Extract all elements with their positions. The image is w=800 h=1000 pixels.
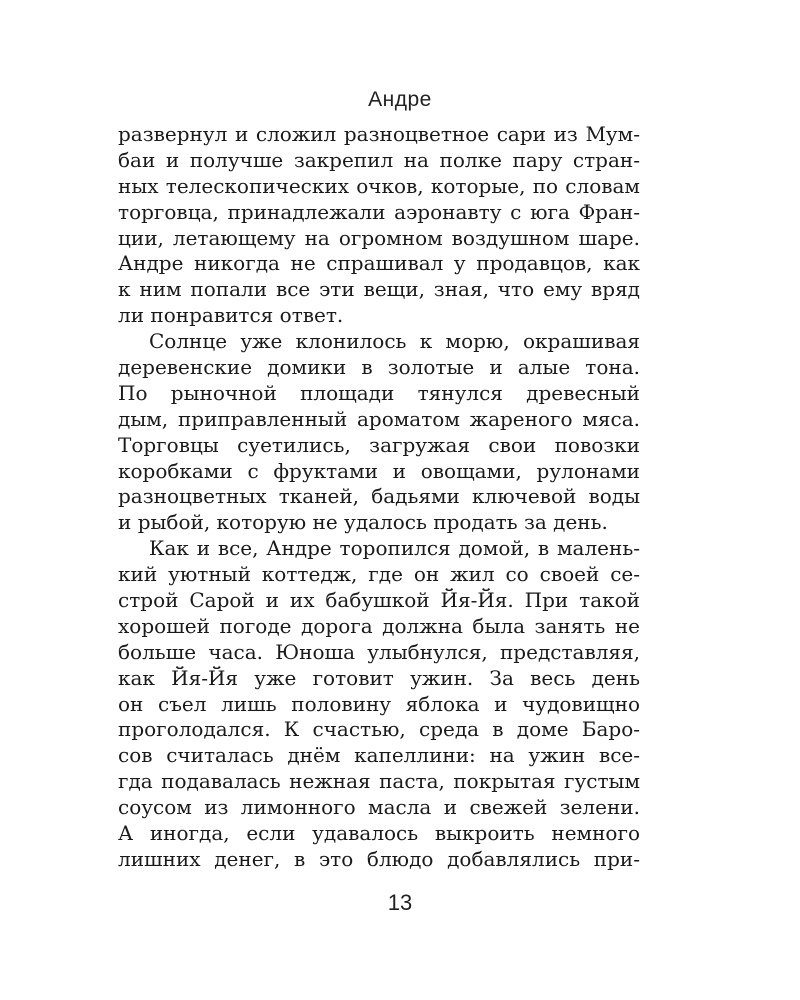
text-line: развернул и сложил разноцветное сари из Мум- [118,122,640,146]
text-line: к ним попали все эти вещи, зная, что ему вряд [118,277,640,302]
text-line: хорошей погоде дорога должна была занять не [118,613,640,638]
text-line: сов считалась днём капеллини: на ужин все- [118,743,640,768]
text-line: баи и получше закрепил на полке пару стран- [118,147,640,172]
text-line: А иногда, если удавалось выкроить немного [118,821,640,846]
text-line: Как и все, Андре торопился домой, в малень- [149,536,640,561]
text-line: ции, летающему на огромном воздушном шаре. [118,225,640,250]
text-line: дым, приправленный ароматом жареного мяса. [118,406,640,431]
text-line: гда подавалась нежная паста, покрытая густым [118,769,640,794]
text-line: разноцветных тканей, бадьями ключевой воды [118,484,640,509]
text-line: ли понравится ответ. [118,303,344,328]
text-line: лишних денег, в это блюдо добавлялись при- [118,846,640,871]
text-line: торговца, принадлежали аэронавту с юга Фран- [118,199,640,224]
text-line: деревенские домики в золотые и алые тона. [118,355,640,380]
text-line: он съел лишь половину яблока и чудовищно [118,691,640,716]
body-text [118,122,640,873]
text-line: проголодался. К счастью, среда в доме Баро- [118,717,640,742]
text-line: больше часа. Юноша улыбнулся, представляя, [118,639,640,664]
text-line: коробками с фруктами и овощами, рулонами [118,458,640,483]
text-line: как Йя-Йя уже готовит ужин. За весь день [118,665,640,690]
text-line: Солнце уже клонилось к морю, окрашивая [149,329,640,354]
running-head-title: Андре [368,88,432,111]
text-line: кий уютный коттедж, где он жил со своей се- [118,562,640,587]
page-number: 13 [387,890,413,915]
text-line: Андре никогда не спрашивал у продавцов, как [118,251,640,276]
text-line: По рыночной площади тянулся древесный [118,380,640,405]
text-line: ных телескопических очков, которые, по словам [118,173,640,198]
text-line: и рыбой, которую не удалось продать за день. [118,510,608,535]
text-line: соусом из лимонного масла и свежей зелени. [118,795,640,820]
text-line: Торговцы суетились, загружая свои повозки [118,432,640,457]
text-line: строй Сарой и их бабушкой Йя-Йя. При такой [118,588,640,613]
